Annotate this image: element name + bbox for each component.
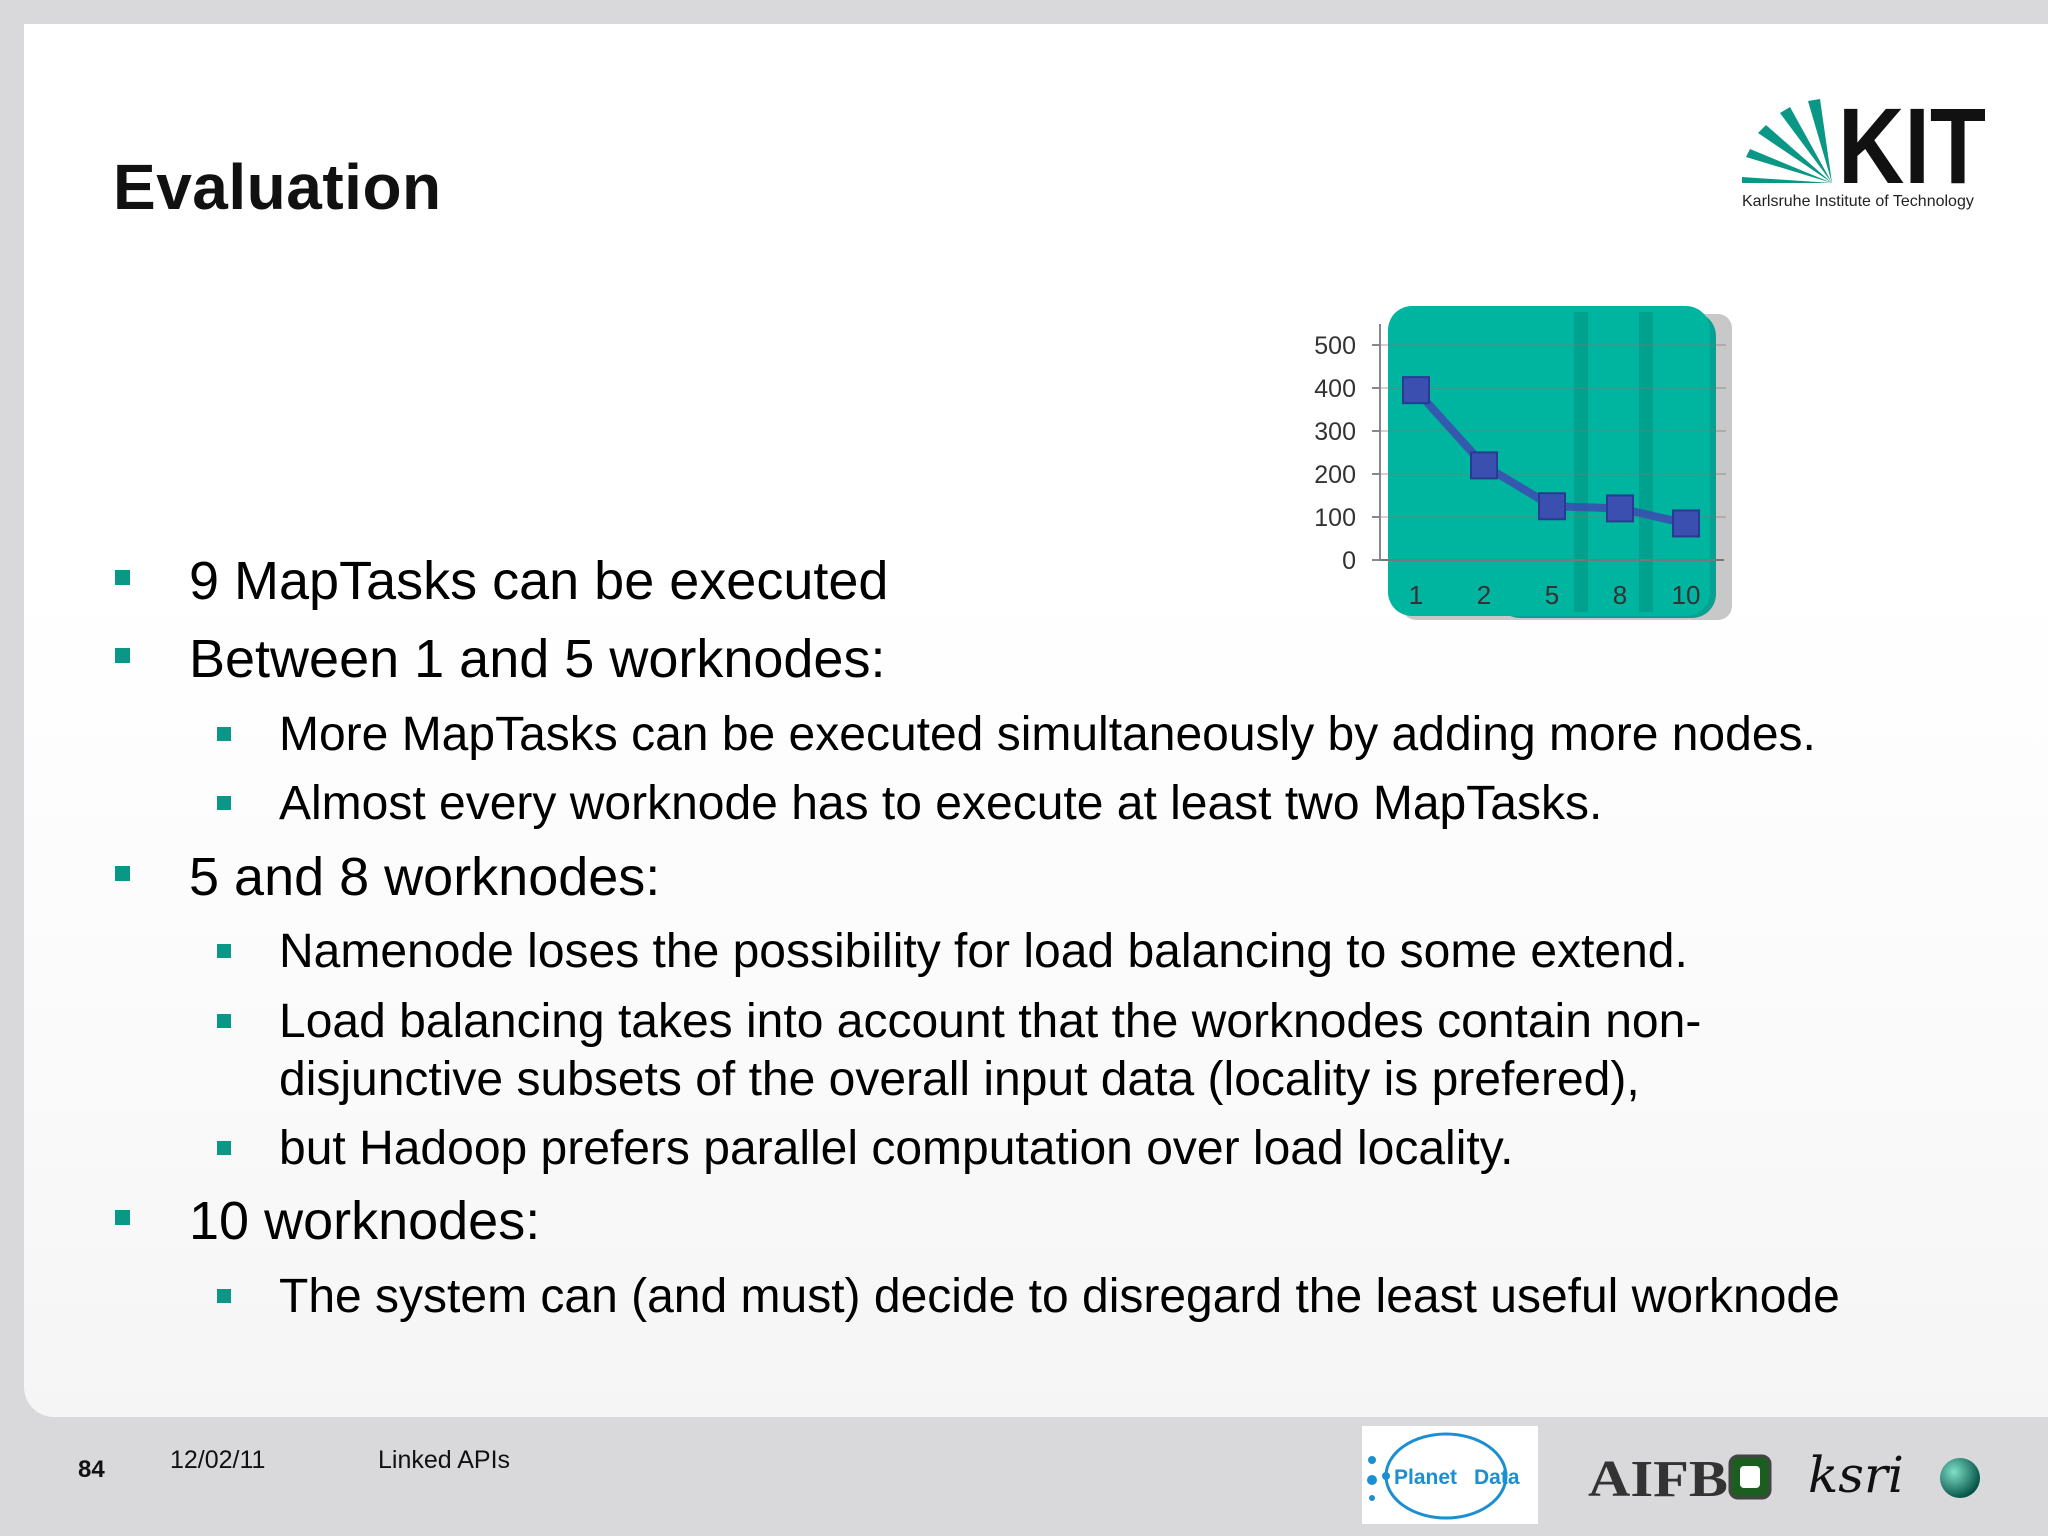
bullet-square-icon — [217, 944, 231, 958]
kit-logo-mark — [1740, 97, 1988, 191]
x-tick-label: 10 — [1671, 580, 1701, 610]
bullet-item: 10 worknodes: — [189, 1190, 540, 1252]
sub-bullet-item: Namenode loses the possibility for load balancing to some extend. — [279, 923, 1919, 981]
bullet-square-icon — [115, 1210, 130, 1225]
bullet-item: 9 MapTasks can be executed — [189, 550, 888, 612]
chart-panel-divider — [1639, 312, 1653, 612]
kit-logo — [1740, 97, 1988, 217]
line-chart — [1294, 294, 1754, 634]
sub-bullet-item: More MapTasks can be executed simultaneously by adding more nodes. — [279, 706, 1919, 764]
page-number: 84 — [78, 1456, 105, 1483]
bullet-square-icon — [115, 648, 130, 663]
slide-canvas — [24, 24, 2048, 1417]
footer-date: 12/02/11 — [170, 1446, 266, 1474]
y-tick-label: 300 — [1314, 418, 1356, 446]
y-tick-label: 200 — [1314, 461, 1356, 489]
x-tick-label: 5 — [1544, 580, 1560, 610]
svg-text:Data: Data — [1474, 1466, 1520, 1489]
svg-text:Planet: Planet — [1394, 1466, 1458, 1489]
svg-text:KIT: KIT — [1838, 97, 1986, 191]
sub-bullet-item: The system can (and must) decide to disregard the least useful worknode — [279, 1268, 1919, 1326]
data-point — [1471, 452, 1497, 478]
bullet-square-icon — [217, 1141, 231, 1155]
aifb-logo — [1588, 1440, 1778, 1510]
x-tick-label: 1 — [1408, 580, 1424, 610]
ksri-logo — [1808, 1440, 1988, 1510]
data-point — [1403, 377, 1429, 403]
y-tick-label: 0 — [1342, 547, 1356, 575]
bullet-item: Between 1 and 5 worknodes: — [189, 628, 885, 690]
bullet-square-icon — [217, 727, 231, 741]
slide-title: Evaluation — [113, 151, 442, 223]
x-tick-label: 8 — [1612, 580, 1628, 610]
svg-text:AIFB: AIFB — [1588, 1451, 1728, 1508]
bullet-square-icon — [217, 1014, 231, 1028]
planetdata-logo — [1362, 1426, 1538, 1524]
kit-subtitle: Karlsruhe Institute of Technology — [1742, 193, 1974, 210]
svg-text:ksri: ksri — [1808, 1446, 1904, 1504]
sub-bullet-item: Load balancing takes into account that the worknodes contain non-disjunctive subsets of the overall input data (locality is prefered), — [279, 993, 1839, 1109]
bullet-square-icon — [217, 796, 231, 810]
data-point — [1539, 493, 1565, 519]
data-point — [1673, 510, 1699, 536]
footer-title: Linked APIs — [378, 1446, 511, 1474]
y-tick-label: 500 — [1314, 332, 1356, 360]
bullet-square-icon — [217, 1289, 231, 1303]
x-tick-label: 2 — [1476, 580, 1492, 610]
chart-panel — [1388, 306, 1710, 616]
y-tick-label: 400 — [1314, 375, 1356, 403]
data-point — [1607, 495, 1633, 521]
bullet-item: 5 and 8 worknodes: — [189, 846, 660, 908]
bullet-square-icon — [115, 570, 130, 585]
sub-bullet-item: but Hadoop prefers parallel computation over load locality. — [279, 1120, 1919, 1178]
bullet-square-icon — [115, 866, 130, 881]
y-tick-label: 100 — [1314, 504, 1356, 532]
sub-bullet-item: Almost every worknode has to execute at least two MapTasks. — [279, 775, 1919, 833]
chart-panel-divider — [1574, 312, 1588, 612]
